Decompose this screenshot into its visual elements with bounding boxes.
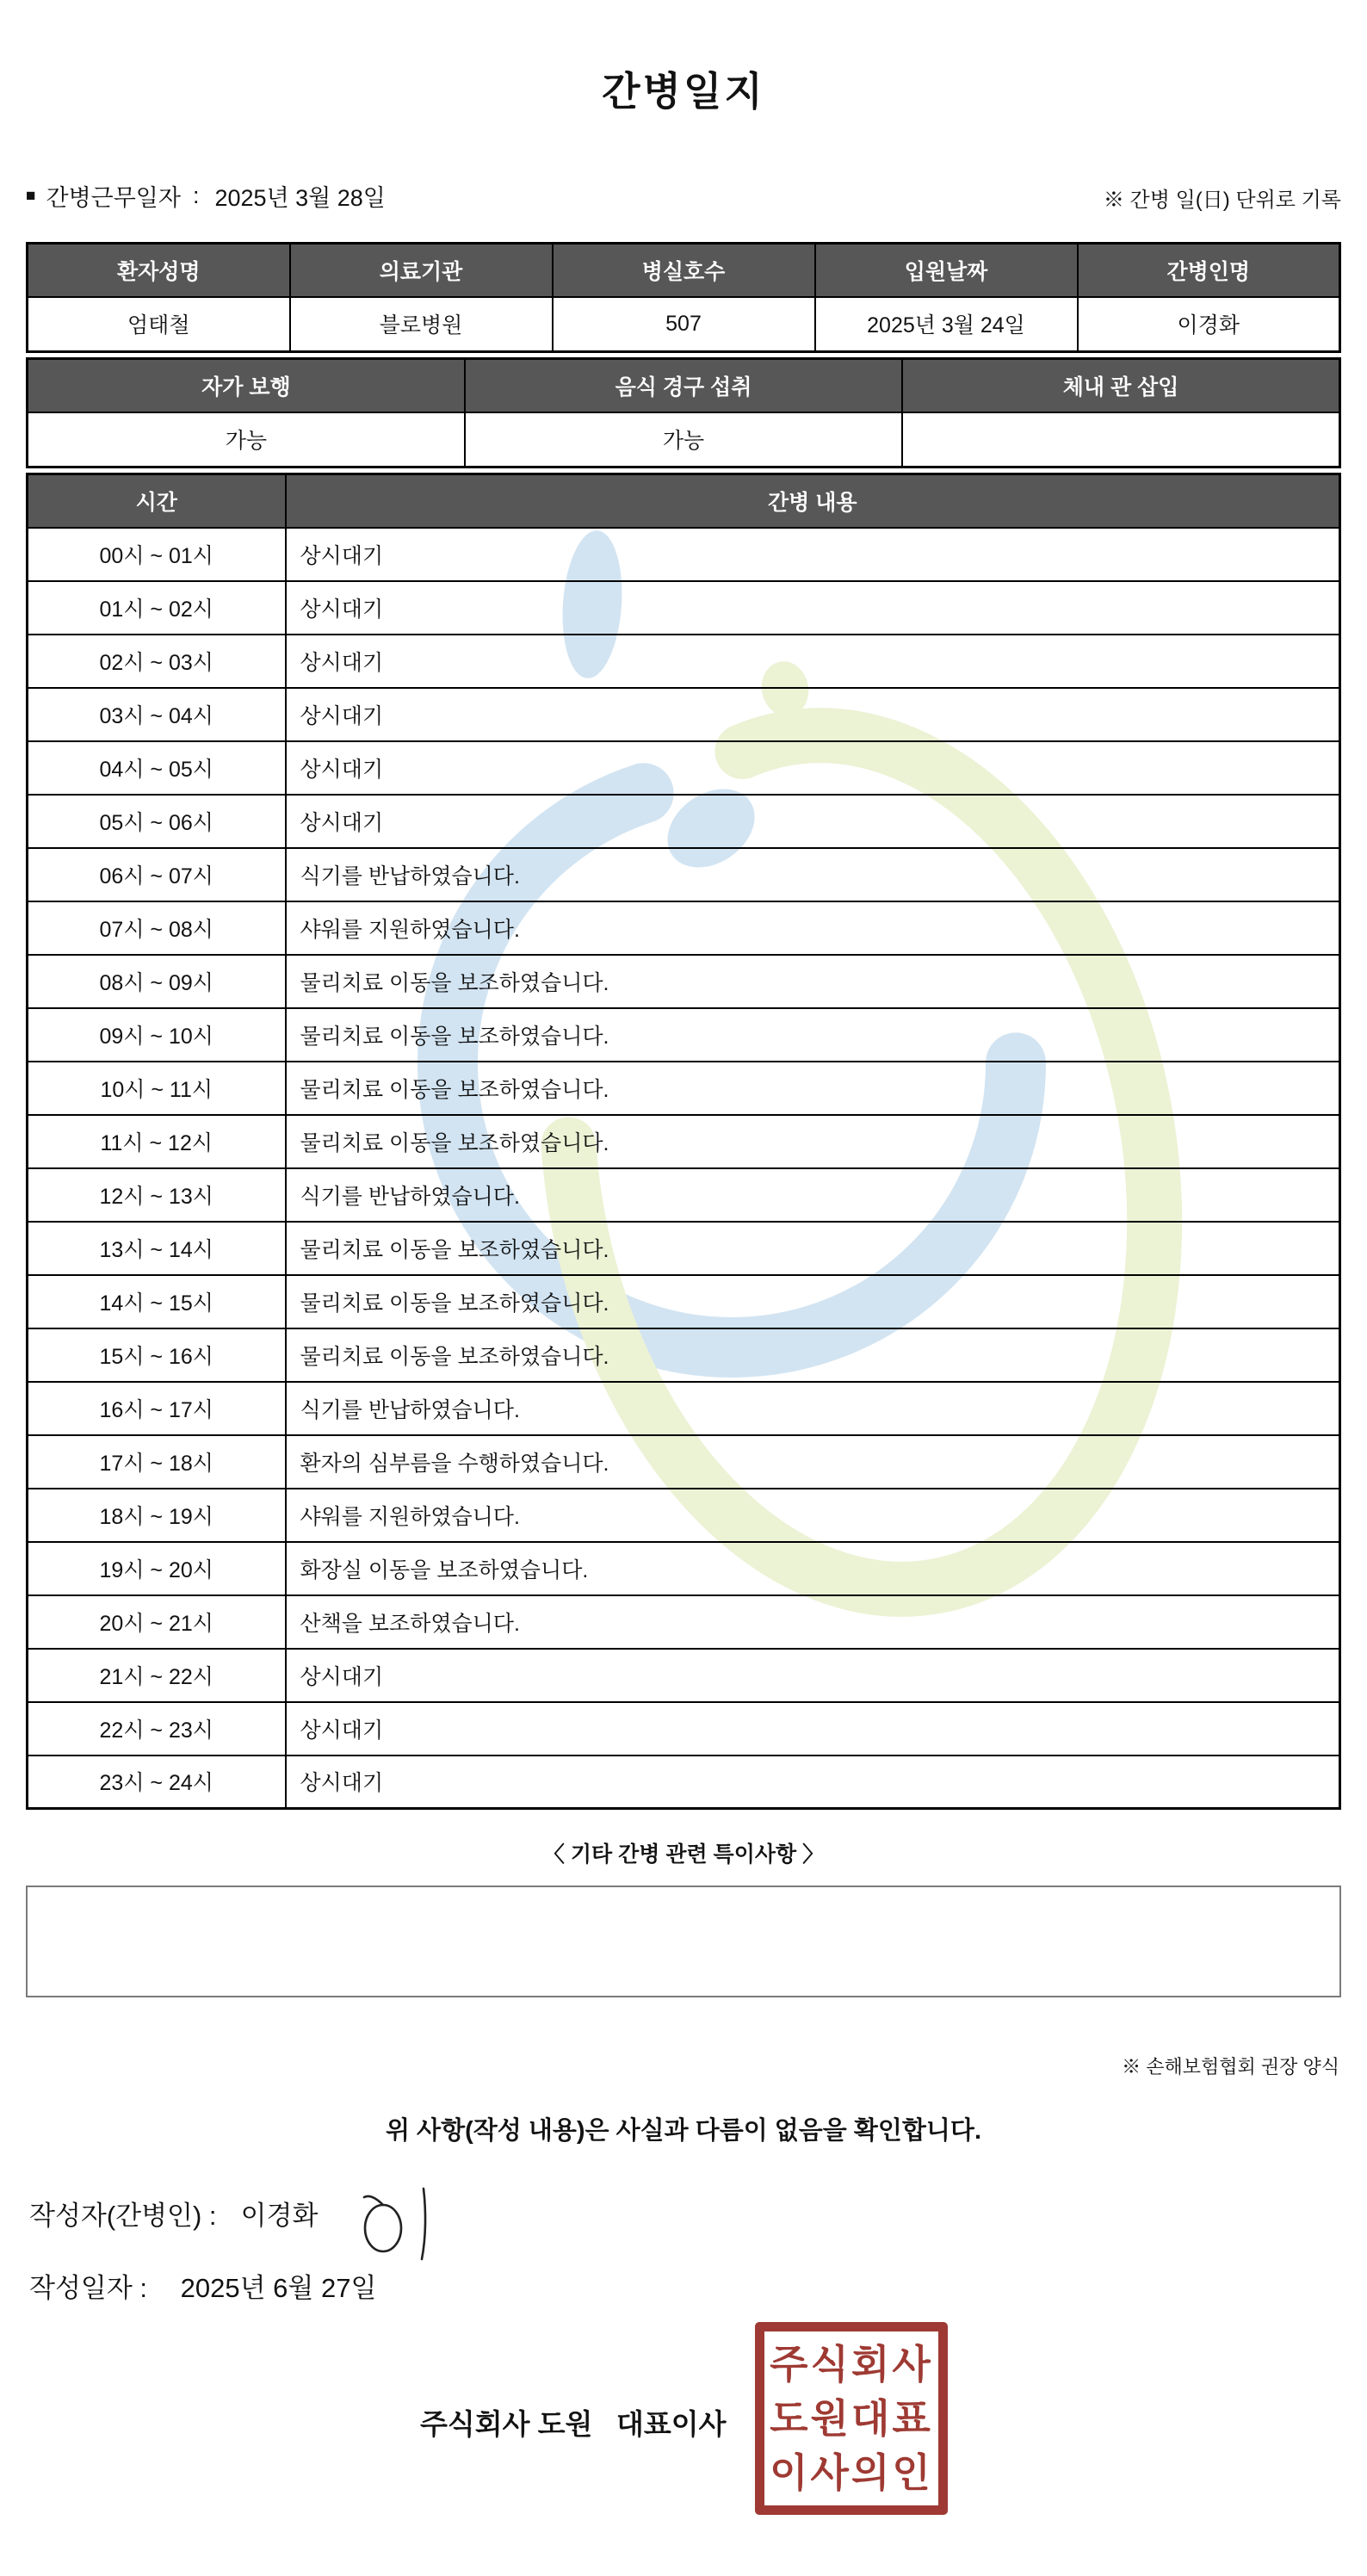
content-cell: 식기를 반납하였습니다. — [286, 1168, 1340, 1222]
time-cell: 06시 ~ 07시 — [28, 848, 286, 901]
time-cell: 19시 ~ 20시 — [28, 1542, 286, 1595]
time-cell: 02시 ~ 03시 — [28, 635, 286, 688]
care-log-row — [28, 688, 1340, 741]
time-cell: 09시 ~ 10시 — [28, 1008, 286, 1062]
care-content-header: 간병 내용 — [286, 474, 1340, 528]
time-cell: 08시 ~ 09시 — [28, 955, 286, 1008]
self-walking-header: 자가 보행 — [28, 359, 465, 412]
company-ceo-line: 주식회사 도원 대표이사 — [420, 2408, 727, 2440]
admission-date-value: 2025년 3월 24일 — [815, 297, 1078, 352]
condition-header-row — [28, 359, 1340, 412]
content-cell: 식기를 반납하였습니다. — [286, 848, 1340, 901]
time-cell: 04시 ~ 05시 — [28, 741, 286, 795]
square-bullet-icon: ■ — [26, 186, 36, 205]
content-cell: 상시대기 — [286, 528, 1340, 581]
care-log-row — [28, 1382, 1340, 1435]
time-header: 시간 — [28, 474, 286, 528]
unit-note: ※ 간병 일(日) 단위로 기록 — [1103, 189, 1341, 212]
time-cell: 23시 ~ 24시 — [28, 1756, 286, 1809]
time-cell: 03시 ~ 04시 — [28, 688, 286, 741]
oral-intake-header: 음식 경구 섭취 — [465, 359, 902, 412]
time-cell: 12시 ~ 13시 — [28, 1168, 286, 1222]
content-cell: 물리치료 이동을 보조하였습니다. — [286, 1115, 1340, 1168]
care-log-table — [26, 473, 1341, 1810]
insurance-form-note: ※ 손해보험협회 권장 양식 — [1122, 2056, 1339, 2078]
caregiver-name-header: 간병인명 — [1078, 244, 1340, 297]
time-cell: 22시 ~ 23시 — [28, 1702, 286, 1756]
time-cell: 10시 ~ 11시 — [28, 1062, 286, 1115]
written-date-label: 작성일자 : — [29, 2273, 148, 2303]
stamp-line: 이사의인 — [770, 2449, 933, 2495]
stamp-line: 도원대표 — [770, 2395, 933, 2441]
content-cell: 물리치료 이동을 보조하였습니다. — [286, 1062, 1340, 1115]
written-date-line — [29, 2266, 376, 2305]
time-cell: 01시 ~ 02시 — [28, 581, 286, 635]
content-cell: 상시대기 — [286, 635, 1340, 688]
care-log-row — [28, 1328, 1340, 1382]
care-log-row — [28, 1275, 1340, 1328]
patient-name-value: 엄태철 — [28, 297, 290, 352]
content-cell: 화장실 이동을 보조하였습니다. — [286, 1542, 1340, 1595]
page-title: 간병일지 — [602, 69, 765, 114]
care-log-row — [28, 1756, 1340, 1809]
content-cell: 물리치료 이동을 보조하였습니다. — [286, 1328, 1340, 1382]
content-cell: 상시대기 — [286, 741, 1340, 795]
care-log-row — [28, 1435, 1340, 1489]
condition-value-row — [28, 412, 1340, 468]
medical-institution-value: 블로병원 — [290, 297, 553, 352]
care-log-row — [28, 1222, 1340, 1275]
care-log-row — [28, 1168, 1340, 1222]
time-cell: 05시 ~ 06시 — [28, 795, 286, 848]
content-cell: 물리치료 이동을 보조하였습니다. — [286, 1222, 1340, 1275]
content-cell: 상시대기 — [286, 1756, 1340, 1809]
care-log-row — [28, 795, 1340, 848]
info-row — [26, 179, 1341, 213]
care-log-row — [28, 1595, 1340, 1649]
room-number-value: 507 — [553, 297, 815, 352]
content-cell: 상시대기 — [286, 1702, 1340, 1756]
care-log-row — [28, 1649, 1340, 1702]
caregiver-name-value: 이경화 — [1078, 297, 1340, 352]
admission-date-header: 입원날짜 — [815, 244, 1078, 297]
tube-insertion-header: 체내 관 삽입 — [902, 359, 1339, 412]
care-log-row — [28, 1008, 1340, 1062]
patient-name-header: 환자성명 — [28, 244, 290, 297]
special-notes-heading: 〈 기타 간병 관련 특이사항 〉 — [542, 1842, 825, 1867]
condition-table — [26, 357, 1341, 468]
time-cell: 20시 ~ 21시 — [28, 1595, 286, 1649]
work-date-value: 2025년 3월 28일 — [214, 185, 386, 211]
content-cell: 환자의 심부름을 수행하였습니다. — [286, 1435, 1340, 1489]
care-log-row — [28, 741, 1340, 795]
care-log-header-row — [28, 474, 1340, 528]
stamp-line: 주식회사 — [770, 2341, 933, 2387]
time-cell: 13시 ~ 14시 — [28, 1222, 286, 1275]
care-log-row — [28, 1702, 1340, 1756]
work-date-separator: : — [192, 183, 200, 208]
content-cell: 샤워를 지원하였습니다. — [286, 1489, 1340, 1542]
time-cell: 07시 ~ 08시 — [28, 901, 286, 955]
content-cell: 상시대기 — [286, 688, 1340, 741]
medical-institution-header: 의료기관 — [290, 244, 553, 297]
time-cell: 11시 ~ 12시 — [28, 1115, 286, 1168]
patient-info-header-row — [28, 244, 1340, 297]
time-cell: 18시 ~ 19시 — [28, 1489, 286, 1542]
special-notes-box — [26, 1886, 1341, 1997]
care-log-row — [28, 1489, 1340, 1542]
work-date-line — [26, 179, 386, 213]
care-log-row — [28, 1542, 1340, 1595]
patient-info-table — [26, 242, 1341, 353]
handwritten-signature — [357, 2183, 443, 2266]
care-log-row — [28, 581, 1340, 635]
corporate-seal-stamp — [755, 2322, 948, 2515]
content-cell: 상시대기 — [286, 1649, 1340, 1702]
content-cell: 상시대기 — [286, 581, 1340, 635]
patient-info-value-row — [28, 297, 1340, 352]
room-number-header: 병실호수 — [553, 244, 815, 297]
care-log-row — [28, 1115, 1340, 1168]
time-cell: 14시 ~ 15시 — [28, 1275, 286, 1328]
content-cell: 식기를 반납하였습니다. — [286, 1382, 1340, 1435]
content-cell: 물리치료 이동을 보조하였습니다. — [286, 955, 1340, 1008]
writer-name: 이경화 — [240, 2201, 319, 2231]
written-date-value: 2025년 6월 27일 — [180, 2273, 377, 2303]
care-log-row — [28, 955, 1340, 1008]
self-walking-value: 가능 — [28, 412, 465, 468]
time-cell: 17시 ~ 18시 — [28, 1435, 286, 1489]
care-log-row — [28, 635, 1340, 688]
content-cell: 물리치료 이동을 보조하였습니다. — [286, 1008, 1340, 1062]
content-cell: 산책을 보조하였습니다. — [286, 1595, 1340, 1649]
time-cell: 16시 ~ 17시 — [28, 1382, 286, 1435]
time-cell: 00시 ~ 01시 — [28, 528, 286, 581]
time-cell: 21시 ~ 22시 — [28, 1649, 286, 1702]
confirmation-statement: 위 사항(작성 내용)은 사실과 다름이 없음을 확인합니다. — [385, 2117, 982, 2145]
time-cell: 15시 ~ 16시 — [28, 1328, 286, 1382]
care-log-row — [28, 848, 1340, 901]
care-log-row — [28, 1062, 1340, 1115]
content-cell: 상시대기 — [286, 795, 1340, 848]
content-cell: 샤워를 지원하였습니다. — [286, 901, 1340, 955]
writer-line — [29, 2194, 443, 2266]
work-date-label: 간병근무일자 — [46, 185, 181, 211]
content-cell: 물리치료 이동을 보조하였습니다. — [286, 1275, 1340, 1328]
care-log-row — [28, 528, 1340, 581]
oral-intake-value: 가능 — [465, 412, 902, 468]
tube-insertion-value — [902, 412, 1339, 468]
writer-label: 작성자(간병인) : — [29, 2201, 217, 2231]
care-log-row — [28, 901, 1340, 955]
